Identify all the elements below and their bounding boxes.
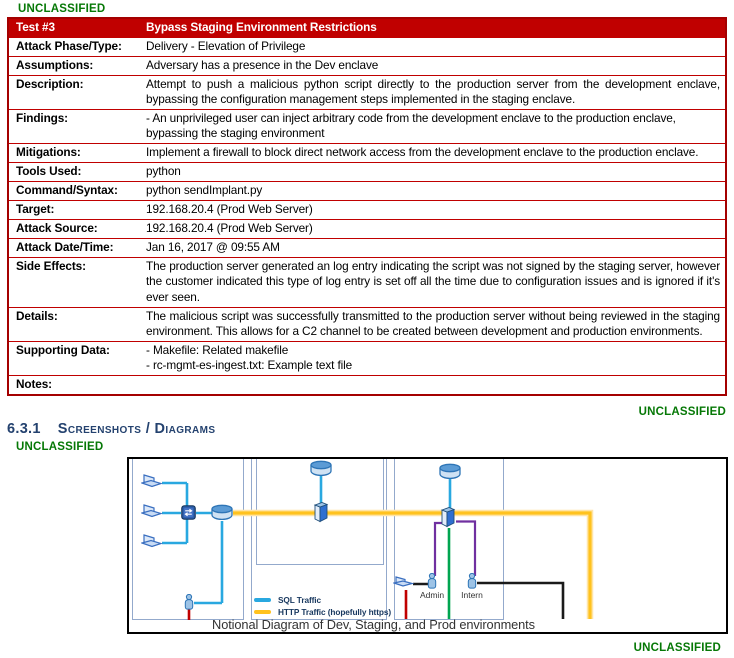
legend-label: HTTP Traffic (hopefully https) bbox=[278, 607, 392, 617]
row-value: Jan 16, 2017 @ 09:55 AM bbox=[139, 238, 726, 257]
table-row-target bbox=[8, 201, 726, 220]
row-label: Description: bbox=[8, 75, 139, 109]
row-label: Assumptions: bbox=[8, 56, 139, 75]
row-label: Command/Syntax: bbox=[8, 182, 139, 201]
section-number: 6.3.1 bbox=[7, 421, 41, 437]
row-value: Adversary has a presence in the Dev enclave bbox=[139, 56, 726, 75]
table-row-findings bbox=[8, 110, 726, 144]
laptop-icon bbox=[141, 474, 163, 492]
classification-banner-table-bottom: UNCLASSIFIED bbox=[638, 406, 726, 418]
row-label: Attack Source: bbox=[8, 219, 139, 238]
admin-label: Admin bbox=[419, 590, 445, 600]
row-label: Tools Used: bbox=[8, 163, 139, 182]
row-value bbox=[139, 376, 726, 395]
classification-banner-top: UNCLASSIFIED bbox=[18, 3, 106, 15]
table-row-assumptions bbox=[8, 56, 726, 75]
row-value: The malicious script was successfully transmitted to the production server without being reviewed in the staging environment. This allows for a C2 channel to be created between development and production environments. bbox=[139, 307, 726, 341]
purple-links bbox=[435, 522, 475, 577]
workstation-icon bbox=[393, 576, 414, 591]
laptop-icon bbox=[141, 534, 163, 552]
row-value: Delivery - Elevation of Privilege bbox=[139, 37, 726, 56]
test-details-table bbox=[7, 17, 727, 396]
table-row-command-syntax bbox=[8, 182, 726, 201]
database-icon bbox=[211, 504, 233, 521]
test-number-cell: Test #3 bbox=[8, 18, 139, 37]
user-icon bbox=[467, 573, 477, 589]
legend-label: SQL Traffic bbox=[278, 595, 322, 605]
diagram-caption: Notional Diagram of Dev, Staging, and Prod environments bbox=[212, 617, 535, 632]
server-icon bbox=[313, 501, 329, 523]
table-header-row bbox=[8, 18, 726, 37]
row-value: Implement a firewall to block direct network access from the development enclave to the production enclave. bbox=[139, 144, 726, 163]
row-value: The production server generated an log entry indicating the script was not signed by the staging server, however the customer indicated this type of log entry is set off all the time due to configuration issues and is ignored if it's ever seen. bbox=[139, 257, 726, 307]
row-value: python bbox=[139, 163, 726, 182]
supporting-data-line: - rc-mgmt-es-ingest.txt: Example text file bbox=[146, 358, 353, 373]
table-row-tools-used bbox=[8, 163, 726, 182]
legend-item-sql bbox=[254, 594, 391, 606]
network-links bbox=[129, 459, 725, 632]
database-icon bbox=[439, 463, 461, 480]
switch-icon bbox=[181, 505, 196, 520]
classification-banner-bottom: UNCLASSIFIED bbox=[633, 642, 721, 654]
table-row-attack-datetime bbox=[8, 238, 726, 257]
row-value: python sendImplant.py bbox=[139, 182, 726, 201]
section-title: Screenshots / Diagrams bbox=[57, 421, 216, 437]
row-value: Attempt to push a malicious python script directly to the production server from the development enclave, bypassing the configuration management steps implemented in the staging enclave. bbox=[139, 75, 726, 109]
table-row-mitigations bbox=[8, 144, 726, 163]
classification-banner-diagram-top: UNCLASSIFIED bbox=[16, 441, 104, 453]
test-title-cell: Bypass Staging Environment Restrictions bbox=[139, 18, 726, 37]
row-label: Supporting Data: bbox=[8, 341, 139, 375]
table-row-attack-source bbox=[8, 219, 726, 238]
section-heading bbox=[7, 421, 215, 437]
row-value bbox=[139, 341, 726, 375]
table-row-details bbox=[8, 307, 726, 341]
intern-label: Intern bbox=[461, 590, 483, 600]
row-value: - An unprivileged user can inject arbitrary code from the development enclave to the production enclave, bypassing the staging environment bbox=[139, 110, 726, 144]
table-row-supporting-data bbox=[8, 341, 726, 375]
table-row-description bbox=[8, 75, 726, 109]
row-label: Mitigations: bbox=[8, 144, 139, 163]
row-label: Target: bbox=[8, 201, 139, 220]
user-icon bbox=[427, 573, 437, 589]
row-label: Findings: bbox=[8, 110, 139, 144]
http-traffic-swatch bbox=[254, 610, 271, 614]
row-value: 192.168.20.4 (Prod Web Server) bbox=[139, 201, 726, 220]
row-label: Notes: bbox=[8, 376, 139, 395]
diagram-legend bbox=[254, 594, 391, 618]
user-icon bbox=[184, 594, 194, 610]
row-label: Attack Phase/Type: bbox=[8, 37, 139, 56]
row-label: Attack Date/Time: bbox=[8, 238, 139, 257]
row-label: Details: bbox=[8, 307, 139, 341]
database-icon bbox=[310, 460, 332, 477]
table-row-attack-phase bbox=[8, 37, 726, 56]
row-label: Side Effects: bbox=[8, 257, 139, 307]
supporting-data-line: - Makefile: Related makefile bbox=[146, 342, 289, 357]
row-value: 192.168.20.4 (Prod Web Server) bbox=[139, 219, 726, 238]
table-row-side-effects bbox=[8, 257, 726, 307]
network-diagram bbox=[127, 457, 728, 634]
table-row-notes bbox=[8, 376, 726, 395]
server-icon bbox=[440, 506, 456, 528]
sql-traffic-swatch bbox=[254, 598, 271, 602]
laptop-icon bbox=[141, 504, 163, 522]
